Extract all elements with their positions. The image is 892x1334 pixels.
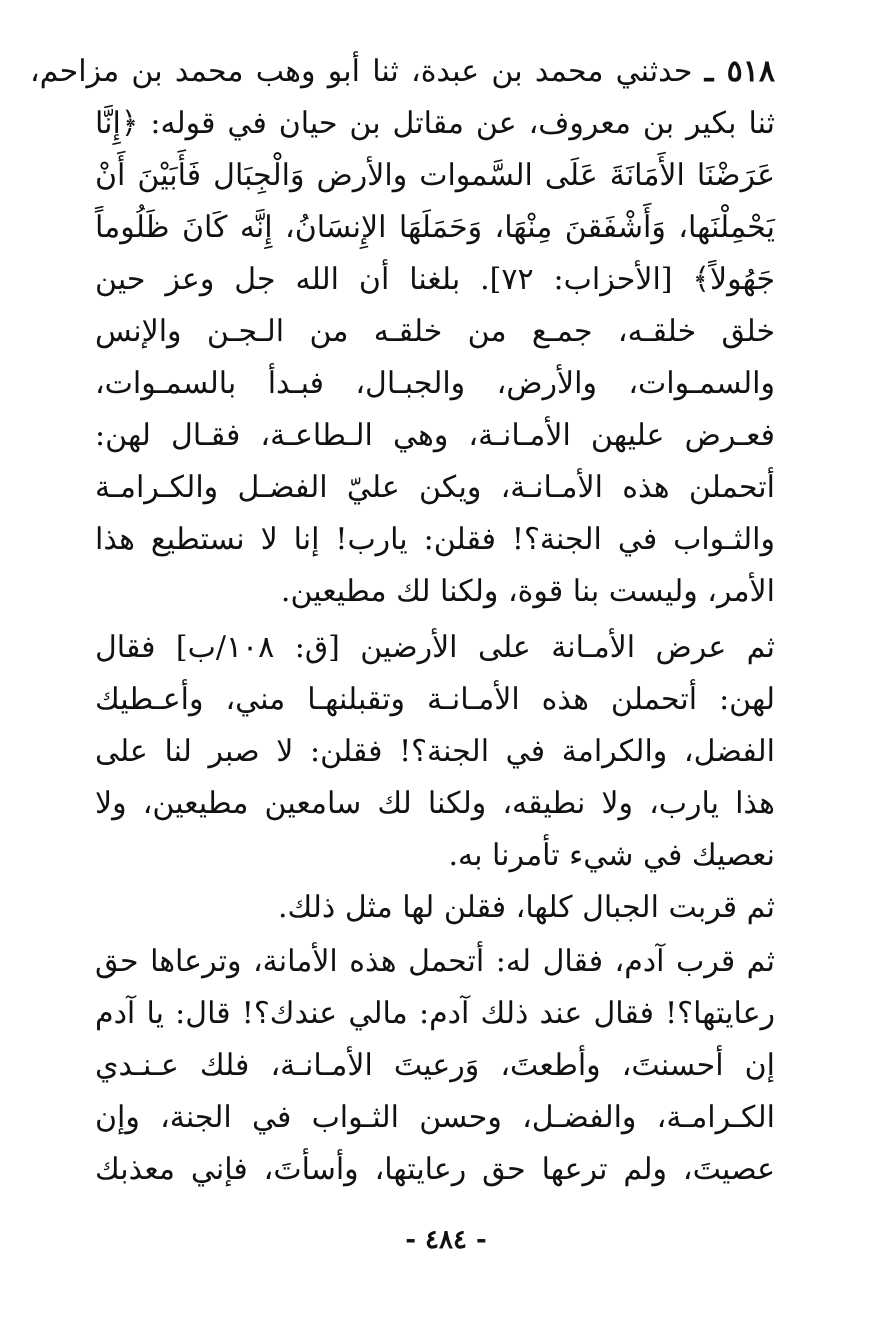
- line-1-text: حدثني محمد بن عبدة، ثنا أبو وهب محمد بن مزاحم،: [30, 54, 693, 89]
- text-line-17: ثم قربت الجبال كلها، فقلن لها مثل ذلك.: [277, 890, 775, 925]
- text-line-3: عَرَضْنَا الأَمَانَةَ عَلَى السَّموات والأرض وَالْجِبَال فَأَبَيْنَ أَنْ: [95, 158, 775, 193]
- text-line-19: رعايتها؟! فقال عند ذلك آدم: مالي عندك؟! قال: يا آدم: [95, 996, 776, 1031]
- page-number: - ٤٨٤ -: [405, 1225, 487, 1255]
- text-line-16: نعصيك في شيء تأمرنا به.: [448, 838, 775, 873]
- text-line-1: [30, 46, 775, 98]
- text-line-6: خلق خلقـه، جمـع من خلقـه من الـجـن والإنس: [95, 314, 775, 349]
- text-line-15: هذا يارب، ولا نطيقه، ولكنا لك سامعين مطيعين، ولا: [95, 786, 775, 821]
- text-line-11: الأمر، وليست بنا قوة، ولكنا لك مطيعين.: [280, 574, 775, 609]
- hadith-number: ٥١٨ ـ: [704, 54, 775, 89]
- text-line-14: الفضل، والكرامة في الجنة؟! فقلن: لا صبر لنا على: [95, 734, 775, 769]
- document-page: [30, 0, 775, 1334]
- text-line-4: يَحْمِلْنَها، وَأَشْفَقنَ مِنْهَا، وَحَمَلَهَا الإِنسَانُ، إِنَّه كَانَ ظَلُوماً: [95, 210, 775, 245]
- text-line-5: جَهُولاً﴾ [الأحزاب: ٧٢]. بلغنا أن الله جل وعز حين: [95, 262, 775, 297]
- text-line-9: أتحملن هذه الأمـانـة، ويكن عليّ الفضـل والكـرامـة: [95, 470, 775, 505]
- text-line-21: الكـرامـة، والفضـل، وحسن الثـواب في الجنة، وإن: [95, 1100, 775, 1135]
- text-line-2: ثنا بكير بن معروف، عن مقاتل بن حيان في قوله: ﴿إِنَّا: [95, 106, 775, 141]
- text-line-8: فعـرض عليهن الأمـانـة، وهي الـطاعـة، فقـال لهن:: [95, 418, 775, 453]
- text-line-18: ثم قرب آدم، فقال له: أتحمل هذه الأمانة، وترعاها حق: [95, 944, 775, 979]
- text-line-20: إن أحسنتَ، وأطعتَ، وَرعيتَ الأمـانـة، فلك عـنـدي: [95, 1048, 775, 1083]
- text-line-13: لهن: أتحملن هذه الأمـانـة وتقبلنهـا مني، وأعـطيك: [95, 682, 775, 717]
- text-line-10: والثـواب في الجنة؟! فقلن: يارب! إنا لا نستطيع هذا: [95, 522, 775, 557]
- text-line-12: ثم عرض الأمـانة على الأرضين [ق: ١٠٨/ب] فقال: [95, 630, 775, 665]
- text-line-22: عصيتَ، ولم ترعها حق رعايتها، وأسأتَ، فإني معذبك: [95, 1152, 775, 1187]
- text-line-7: والسمـوات، والأرض، والجبـال، فبـدأ بالسمـوات،: [95, 366, 775, 401]
